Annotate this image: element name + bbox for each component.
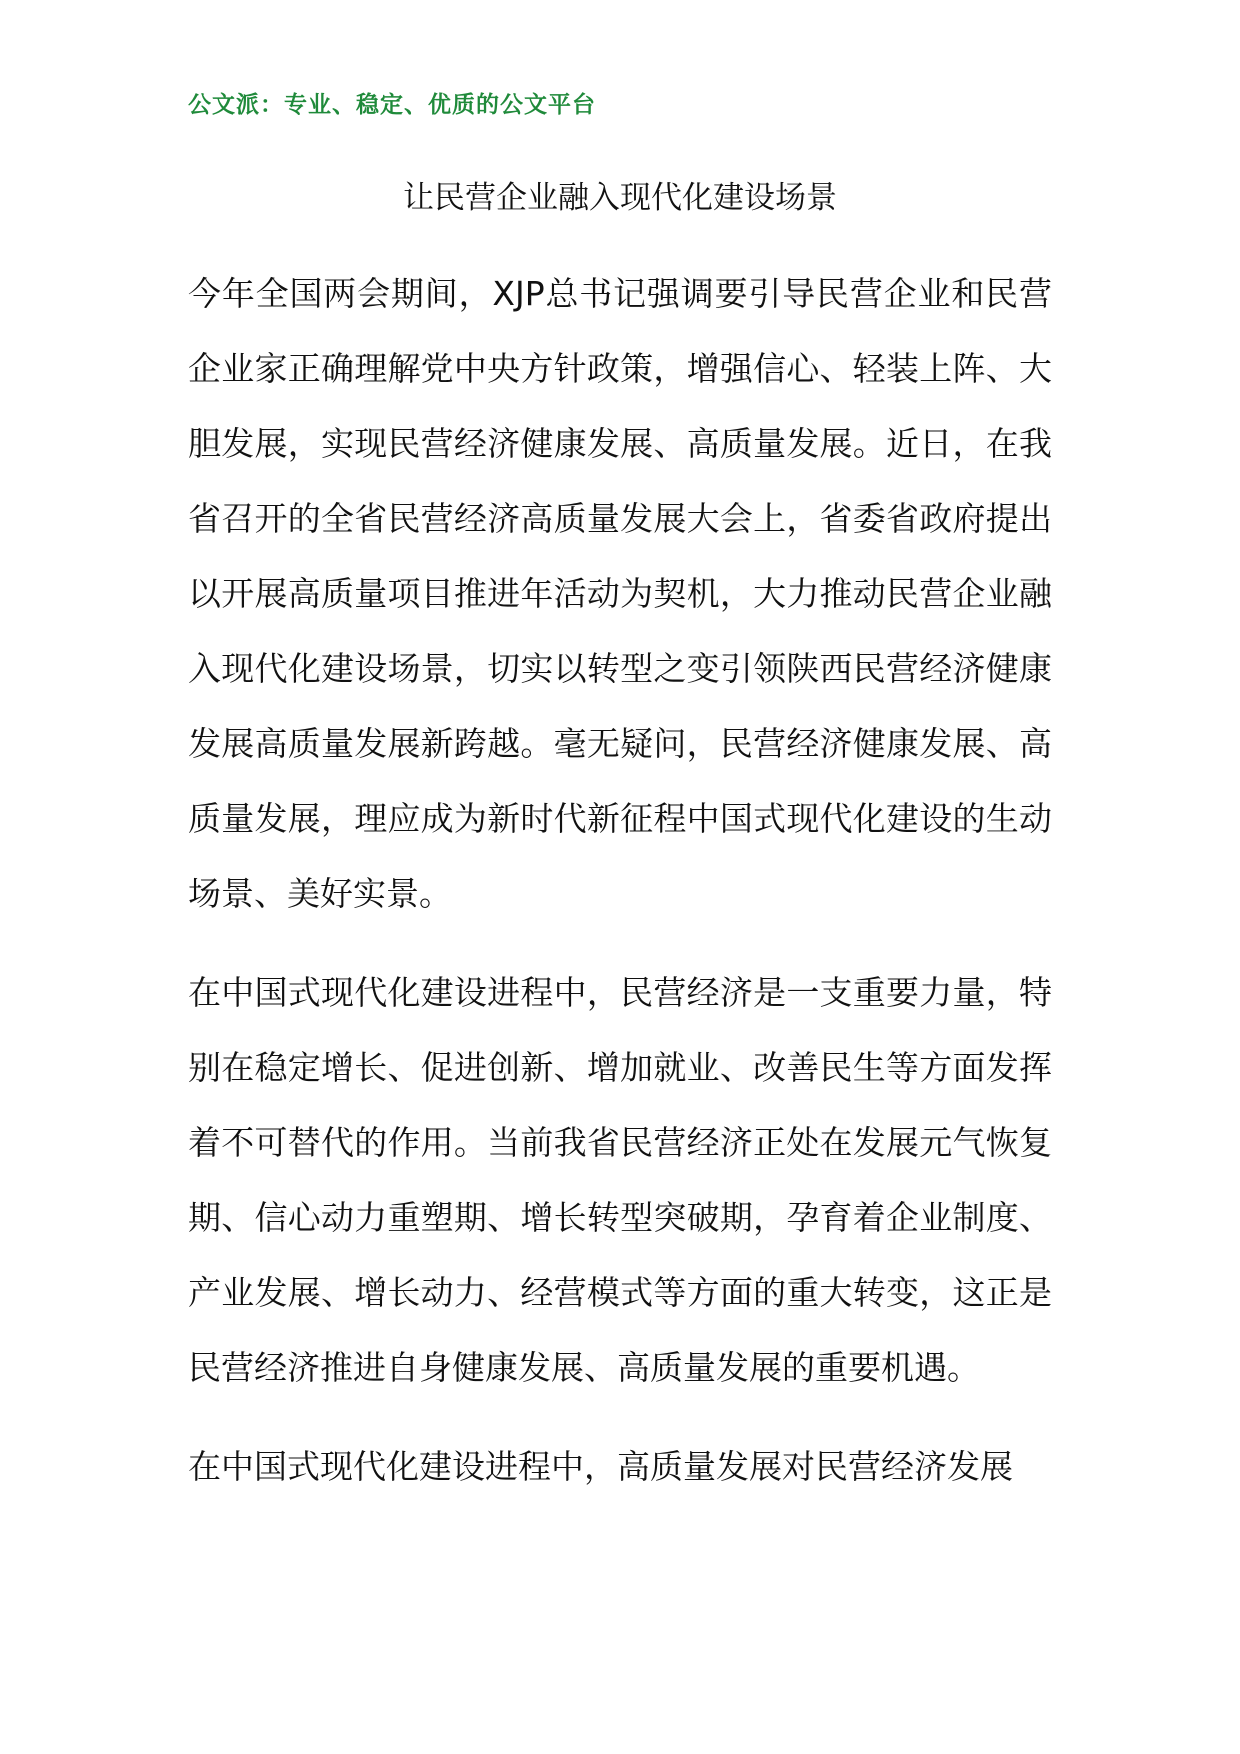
paragraph-2: 在中国式现代化建设进程中，民营经济是一支重要力量，特别在稳定增长、促进创新、增加就业、改善民生等方面发挥着不可替代的作用。当前我省民营经济正处在发展元气恢复期、信心动力重塑期、增长转型突破期，孕育着企业制度、产业发展、增长动力、经营模式等方面的重大转变，这正是民营经济推进自身健康发展、高质量发展的重要机遇。 xyxy=(188,973,1052,1387)
site-tagline: 公文派：专业、稳定、优质的公文平台 xyxy=(188,92,596,118)
document-body xyxy=(188,256,1052,1528)
paragraph-3: 在中国式现代化建设进程中，高质量发展对民营经济发展 xyxy=(188,1447,1013,1486)
document-title: 让民营企业融入现代化建设场景 xyxy=(403,180,837,216)
paragraph-1: 今年全国两会期间，XJP总书记强调要引导民营企业和民营企业家正确理解党中央方针政策，增强信心、轻装上阵、大胆发展，实现民营经济健康发展、高质量发展。近日，在我省召开的全省民营经济高质量发展大会上，省委省政府提出以开展高质量项目推进年活动为契机，大力推动民营企业融入现代化建设场景，切实以转型之变引领陕西民营经济健康发展高质量发展新跨越。毫无疑问，民营经济健康发展、高质量发展，理应成为新时代新征程中国式现代化建设的生动场景、美好实景。 xyxy=(188,274,1052,913)
